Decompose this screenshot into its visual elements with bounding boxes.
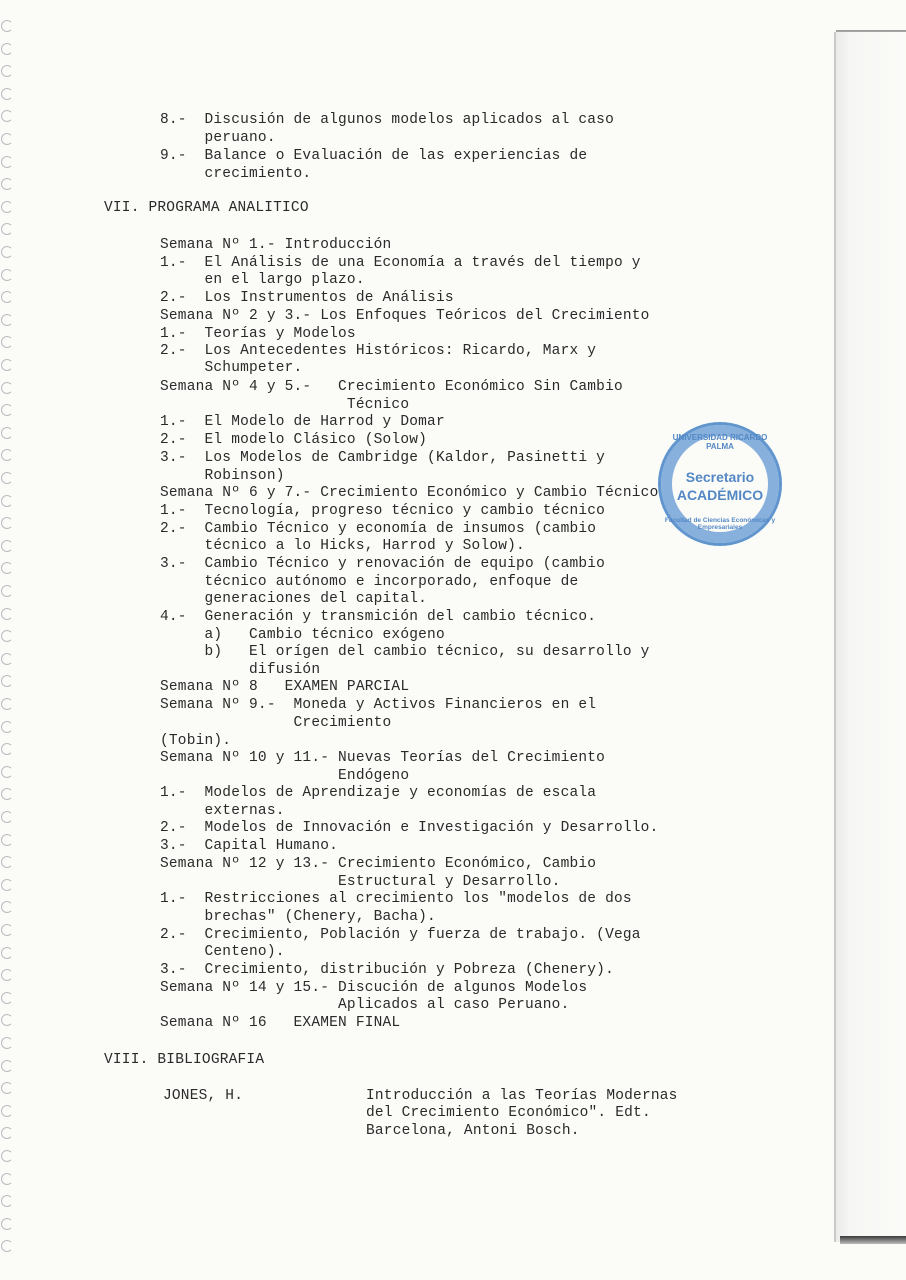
binding-hole: [1, 766, 13, 778]
binding-hole: [1, 359, 13, 371]
binding-hole: [1, 1195, 13, 1207]
text-line: a) Cambio técnico exógeno: [160, 627, 445, 643]
scan-edge-right: [834, 32, 906, 1242]
binding-hole: [1, 901, 13, 913]
binding-hole: [1, 721, 13, 733]
text-line: VIII. BIBLIOGRAFIA: [104, 1052, 265, 1068]
text-line: Semana Nº 16 EXAMEN FINAL: [160, 1015, 401, 1031]
binding-hole: [1, 1037, 13, 1049]
binding-hole: [1, 924, 13, 936]
text-line: b) El orígen del cambio técnico, su desarrollo y: [160, 644, 650, 660]
text-line: difusión: [160, 662, 321, 678]
text-line: del Crecimiento Económico". Edt.: [366, 1105, 651, 1121]
binding-hole: [1, 1150, 13, 1162]
text-line: 2.- El modelo Clásico (Solow): [160, 432, 428, 448]
text-line: Técnico: [160, 397, 410, 413]
text-line: 1.- Teorías y Modelos: [160, 326, 356, 342]
university-stamp: [658, 422, 782, 546]
stamp-line2: ACADÉMICO: [676, 487, 764, 503]
text-line: 2.- Los Antecedentes Históricos: Ricardo, Marx y: [160, 343, 597, 359]
binding-hole: [1, 517, 13, 529]
binding-hole: [1, 20, 13, 32]
binding-hole: [1, 223, 13, 235]
text-line: VII. PROGRAMA ANALITICO: [104, 200, 309, 216]
binding-hole: [1, 879, 13, 891]
binding-hole: [1, 947, 13, 959]
binding-hole: [1, 540, 13, 552]
text-line: 8.- Discusión de algunos modelos aplicados al caso: [160, 112, 614, 128]
binding-hole: [1, 156, 13, 168]
text-line: peruano.: [160, 130, 276, 146]
binding-hole: [1, 382, 13, 394]
text-line: Semana Nº 2 y 3.- Los Enfoques Teóricos del Crecimiento: [160, 308, 650, 324]
text-line: Semana Nº 12 y 13.- Crecimiento Económico, Cambio: [160, 856, 597, 872]
text-line: (Tobin).: [160, 733, 232, 749]
text-line: Semana Nº 8 EXAMEN PARCIAL: [160, 679, 410, 695]
binding-hole: [1, 1173, 13, 1185]
text-line: Centeno).: [160, 944, 285, 960]
binding-hole: [1, 246, 13, 258]
binding-hole: [1, 1127, 13, 1139]
binding-hole: [1, 336, 13, 348]
text-line: Schumpeter.: [160, 360, 303, 376]
binding-hole: [1, 1014, 13, 1026]
text-line: Semana Nº 9.- Moneda y Activos Financieros en el: [160, 697, 597, 713]
binding-hole: [1, 630, 13, 642]
binding-hole: [1, 1105, 13, 1117]
binding-hole: [1, 110, 13, 122]
binding-holes: [0, 20, 16, 1270]
text-line: Semana Nº 4 y 5.- Crecimiento Económico Sin Cambio: [160, 379, 623, 395]
text-line: técnico autónomo e incorporado, enfoque de: [160, 574, 579, 590]
text-line: 2.- Cambio Técnico y economía de insumos (cambio: [160, 521, 597, 537]
text-line: 1.- Restricciones al crecimiento los "modelos de dos: [160, 891, 632, 907]
binding-hole: [1, 834, 13, 846]
stamp-bottom-text: Facultad de Ciencias Económicas y Empresariales: [664, 517, 776, 531]
binding-hole: [1, 133, 13, 145]
binding-hole: [1, 675, 13, 687]
binding-hole: [1, 608, 13, 620]
binding-hole: [1, 585, 13, 597]
binding-hole: [1, 449, 13, 461]
binding-hole: [1, 495, 13, 507]
text-line: Semana Nº 6 y 7.- Crecimiento Económico y Cambio Técnico: [160, 485, 659, 501]
scan-edge-bottom: [840, 1236, 906, 1244]
text-line: 3.- Cambio Técnico y renovación de equipo (cambio: [160, 556, 606, 572]
text-line: 1.- Modelos de Aprendizaje y economías de escala: [160, 785, 597, 801]
text-line: 1.- El Análisis de una Economía a través del tiempo y: [160, 255, 641, 271]
binding-hole: [1, 788, 13, 800]
binding-hole: [1, 1218, 13, 1230]
binding-hole: [1, 856, 13, 868]
binding-hole: [1, 1060, 13, 1072]
stamp-top-text: UNIVERSIDAD RICARDO PALMA: [672, 433, 768, 451]
binding-hole: [1, 427, 13, 439]
text-line: Aplicados al caso Peruano.: [160, 997, 570, 1013]
binding-hole: [1, 472, 13, 484]
text-line: 9.- Balance o Evaluación de las experiencias de: [160, 148, 588, 164]
text-line: 1.- El Modelo de Harrod y Domar: [160, 414, 445, 430]
text-line: Semana Nº 1.- Introducción: [160, 237, 392, 253]
text-line: en el largo plazo.: [160, 272, 365, 288]
binding-hole: [1, 969, 13, 981]
binding-hole: [1, 1082, 13, 1094]
binding-hole: [1, 291, 13, 303]
binding-hole: [1, 404, 13, 416]
binding-hole: [1, 811, 13, 823]
text-line: Endógeno: [160, 768, 410, 784]
text-line: Semana Nº 14 y 15.- Discución de algunos Modelos: [160, 980, 588, 996]
text-line: brechas" (Chenery, Bacha).: [160, 909, 436, 925]
binding-hole: [1, 201, 13, 213]
text-line: generaciones del capital.: [160, 591, 428, 607]
text-line: Estructural y Desarrollo.: [160, 874, 561, 890]
text-line: técnico a lo Hicks, Harrod y Solow).: [160, 538, 525, 554]
text-line: Robinson): [160, 468, 285, 484]
binding-hole: [1, 653, 13, 665]
text-line: 2.- Modelos de Innovación e Investigación y Desarrollo.: [160, 820, 659, 836]
binding-hole: [1, 698, 13, 710]
binding-hole: [1, 269, 13, 281]
text-line: 2.- Crecimiento, Población y fuerza de trabajo. (Vega: [160, 927, 641, 943]
binding-hole: [1, 314, 13, 326]
binding-hole: [1, 743, 13, 755]
binding-hole: [1, 88, 13, 100]
text-line: 1.- Tecnología, progreso técnico y cambio técnico: [160, 503, 606, 519]
text-line: Semana Nº 10 y 11.- Nuevas Teorías del Crecimiento: [160, 750, 606, 766]
text-line: 4.- Generación y transmición del cambio técnico.: [160, 609, 597, 625]
text-line: Barcelona, Antoni Bosch.: [366, 1123, 580, 1139]
text-line: Crecimiento: [160, 715, 392, 731]
text-line: crecimiento.: [160, 166, 312, 182]
binding-hole: [1, 178, 13, 190]
text-line: 3.- Crecimiento, distribución y Pobreza (Chenery).: [160, 962, 614, 978]
text-line: Introducción a las Teorías Modernas: [366, 1088, 678, 1104]
text-line: 3.- Los Modelos de Cambridge (Kaldor, Pasinetti y: [160, 450, 606, 466]
stamp-line1: Secretario: [685, 469, 755, 485]
binding-hole: [1, 562, 13, 574]
binding-hole: [1, 43, 13, 55]
text-line: JONES, H.: [163, 1088, 244, 1104]
binding-hole: [1, 65, 13, 77]
text-line: 3.- Capital Humano.: [160, 838, 339, 854]
binding-hole: [1, 992, 13, 1004]
binding-hole: [1, 1240, 13, 1252]
text-line: externas.: [160, 803, 285, 819]
text-line: 2.- Los Instrumentos de Análisis: [160, 290, 454, 306]
